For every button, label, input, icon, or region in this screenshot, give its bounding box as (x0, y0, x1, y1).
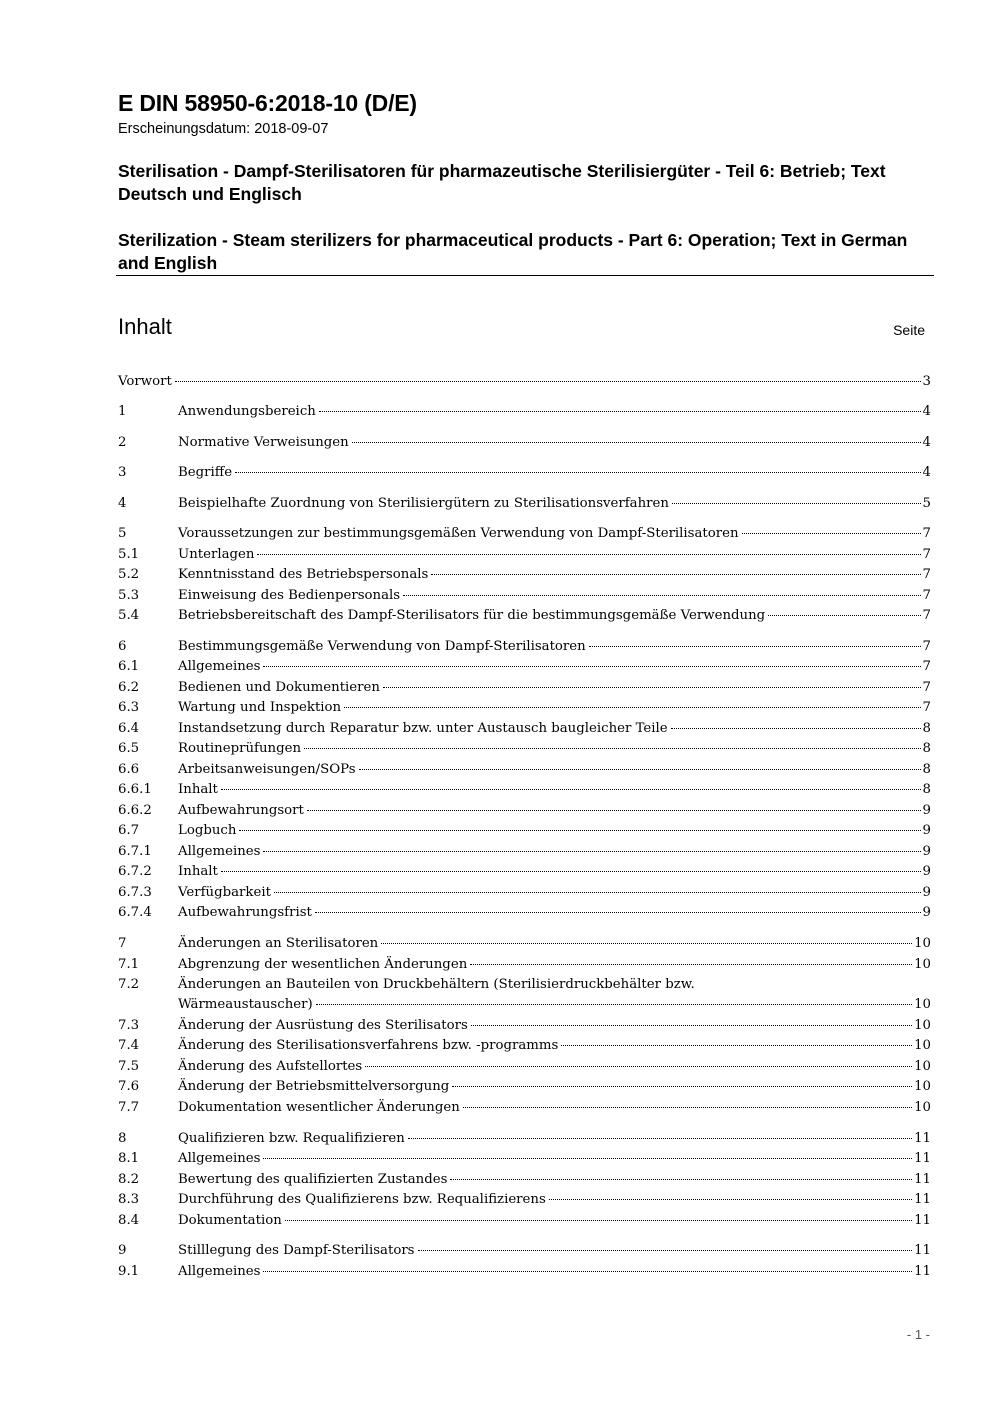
toc-entry-number: 6.7.4 (118, 905, 152, 920)
toc-entry-page: 11 (914, 1264, 931, 1279)
toc-dot-leader (383, 687, 921, 688)
toc-dot-leader (589, 646, 921, 647)
toc-entry-number: 6.6.1 (118, 782, 152, 797)
toc-entry-title: Bewertung des qualifizierten Zustandes (178, 1172, 448, 1187)
toc-dot-leader (235, 472, 920, 473)
toc-entry-title: Allgemeines (178, 1264, 261, 1279)
toc-entry-title: Instandsetzung durch Reparatur bzw. unter Austausch baugleicher Teile (178, 721, 668, 736)
toc-entry-number: 6.5 (118, 741, 140, 756)
toc-entry-number: 6.2 (118, 680, 140, 695)
toc-entry-title: Kenntnisstand des Betriebspersonals (178, 567, 429, 582)
toc-entry-title: Bestimmungsgemäße Verwendung von Dampf-Sterilisatoren (178, 639, 586, 654)
toc-entry-page: 7 (922, 639, 931, 654)
toc-entry[interactable] (118, 903, 931, 923)
title-english: Sterilization - Steam sterilizers for pharmaceutical products - Part 6: Operation; Text in German and English (118, 230, 908, 273)
toc-entry[interactable] (118, 565, 931, 585)
toc-entry-number: 8.3 (118, 1192, 140, 1207)
toc-entry-number: 1 (118, 404, 127, 419)
contents-heading: Inhalt (118, 314, 172, 339)
toc-entry-page: 10 (914, 1059, 931, 1074)
toc-entry-title: Änderung der Ausrüstung des Sterilisators (178, 1018, 468, 1033)
toc-dot-leader (257, 554, 920, 555)
toc-entry-page: 8 (922, 782, 931, 797)
toc-entry-number: 5.4 (118, 608, 140, 623)
toc-entry-page: 9 (922, 823, 931, 838)
toc-entry-page: 7 (922, 680, 931, 695)
toc-entry-title-continued: Wärmeaustauscher) (178, 997, 313, 1012)
toc-entry-page: 10 (914, 1100, 931, 1115)
page-column-label: Seite (893, 322, 925, 338)
toc-entry-number: 9 (118, 1243, 127, 1258)
toc-entry-title: Wartung und Inspektion (178, 700, 342, 715)
toc-entry-title: Dokumentation (178, 1213, 282, 1228)
toc-entry-number: 7.2 (118, 977, 140, 992)
toc-entry-title: Änderung der Betriebsmittelversorgung (178, 1079, 450, 1094)
toc-dot-leader (418, 1250, 913, 1251)
toc-entry[interactable] (118, 606, 931, 626)
toc-entry[interactable] (118, 1098, 931, 1118)
toc-dot-leader (671, 728, 921, 729)
toc-entry[interactable] (118, 433, 931, 453)
toc-entry-title: Allgemeines (178, 844, 261, 859)
toc-entry-number: 5.1 (118, 547, 140, 562)
toc-entry-title: Unterlagen (178, 547, 255, 562)
toc-entry[interactable] (118, 1211, 931, 1231)
toc-entry-title: Allgemeines (178, 659, 261, 674)
toc-entry[interactable] (118, 1057, 931, 1077)
toc-entry[interactable] (118, 1016, 931, 1036)
toc-dot-leader (285, 1220, 912, 1221)
toc-entry-number: 7.5 (118, 1059, 140, 1074)
toc-entry-page: 7 (922, 659, 931, 674)
toc-dot-leader (408, 1138, 912, 1139)
toc-dot-leader (431, 574, 920, 575)
toc-entry-page: 9 (922, 885, 931, 900)
toc-entry[interactable] (118, 1129, 931, 1149)
toc-entry-page: 7 (922, 526, 931, 541)
toc-dot-leader (263, 1271, 912, 1272)
toc-entry-page: 8 (922, 762, 931, 777)
toc-entry-page: 4 (922, 465, 931, 480)
toc-dot-leader (549, 1199, 912, 1200)
toc-entry-page: 10 (914, 1038, 931, 1053)
toc-entry-number: 7.6 (118, 1079, 140, 1094)
toc-entry-number: 8.4 (118, 1213, 140, 1228)
toc-entry-number: 7 (118, 936, 127, 951)
toc-entry-page: 4 (922, 435, 931, 450)
toc-entry[interactable] (118, 883, 931, 903)
toc-dot-leader (315, 912, 921, 913)
toc-entry[interactable] (118, 780, 931, 800)
toc-dot-leader (307, 810, 921, 811)
toc-entry-title: Stilllegung des Dampf-Sterilisators (178, 1243, 415, 1258)
toc-entry-number: 6 (118, 639, 127, 654)
publication-date: Erscheinungsdatum: 2018-09-07 (118, 121, 329, 137)
toc-entry-title: Durchführung des Qualifizierens bzw. Requalifizierens (178, 1192, 546, 1207)
toc-entry-page: 10 (914, 1018, 931, 1033)
toc-entry-title: Arbeitsanweisungen/SOPs (178, 762, 356, 777)
toc-entry-number: 6.3 (118, 700, 140, 715)
toc-entry-number: 7.4 (118, 1038, 140, 1053)
toc-dot-leader (274, 892, 921, 893)
toc-entry[interactable] (118, 545, 931, 565)
toc-entry-page: 9 (922, 864, 931, 879)
toc-entry[interactable] (118, 739, 931, 759)
toc-entry-title: Logbuch (178, 823, 237, 838)
toc-dot-leader (672, 503, 921, 504)
toc-entry-title: Abgrenzung der wesentlichen Änderungen (178, 957, 468, 972)
toc-dot-leader (344, 707, 920, 708)
toc-entry-title: Aufbewahrungsfrist (178, 905, 312, 920)
toc-entry-number: 6.6 (118, 762, 140, 777)
toc-entry-title: Inhalt (178, 782, 218, 797)
toc-entry-page: 10 (914, 997, 931, 1012)
toc-entry-number: 8 (118, 1131, 127, 1146)
toc-entry[interactable] (118, 862, 931, 882)
title-divider (116, 275, 934, 276)
toc-entry[interactable] (118, 955, 931, 975)
toc-entry-title: Anwendungsbereich (178, 404, 316, 419)
toc-entry-page: 8 (922, 741, 931, 756)
toc-dot-leader (742, 533, 921, 534)
toc-entry-page: 5 (922, 496, 931, 511)
toc-entry-page: 9 (922, 803, 931, 818)
toc-entry-number: 6.6.2 (118, 803, 152, 818)
toc-entry-title: Verfügbarkeit (178, 885, 271, 900)
document-id: E DIN 58950-6:2018-10 (D/E) (118, 90, 417, 116)
toc-entry-number: 9.1 (118, 1264, 140, 1279)
toc-dot-leader (450, 1179, 912, 1180)
toc-entry[interactable] (118, 1077, 931, 1097)
toc-entry-page: 10 (914, 1079, 931, 1094)
toc-entry-title: Routineprüfungen (178, 741, 302, 756)
toc-entry[interactable] (118, 760, 931, 780)
title-german: Sterilisation - Dampf-Sterilisatoren für pharmazeutische Sterilisiergüter - Teil 6: Betrieb; Text Deutsch und Englisch (118, 161, 886, 204)
toc-dot-leader (561, 1045, 912, 1046)
toc-entry[interactable] (118, 801, 931, 821)
toc-entry-title: Änderung des Aufstellortes (178, 1059, 363, 1074)
toc-entry-title: Inhalt (178, 864, 218, 879)
toc-entry-title: Dokumentation wesentlicher Änderungen (178, 1100, 460, 1115)
toc-entry-title: Änderungen an Bauteilen von Druckbehältern (Sterilisierdruckbehälter bzw. (178, 977, 695, 992)
toc-entry-page: 11 (914, 1151, 931, 1166)
toc-entry-title: Änderung des Sterilisationsverfahrens bzw. -programms (178, 1038, 559, 1053)
toc-entry-number: 6.7.3 (118, 885, 152, 900)
toc-entry-number: 6.4 (118, 721, 140, 736)
toc-entry-number: 4 (118, 496, 127, 511)
toc-dot-leader (471, 1025, 912, 1026)
toc-entry-number: 2 (118, 435, 127, 450)
toc-entry-title: Bedienen und Dokumentieren (178, 680, 380, 695)
toc-entry-number: 6.7.1 (118, 844, 152, 859)
toc-entry-number: 6.7.2 (118, 864, 152, 879)
toc-dot-leader (352, 442, 921, 443)
toc-entry-page: 7 (922, 700, 931, 715)
toc-entry[interactable] (118, 402, 931, 422)
toc-entry-page: 4 (922, 404, 931, 419)
toc-entry-title: Aufbewahrungsort (178, 803, 304, 818)
toc-entry-title: Normative Verweisungen (178, 435, 349, 450)
toc-entry-title: Qualifizieren bzw. Requalifizieren (178, 1131, 405, 1146)
toc-dot-leader (316, 1004, 912, 1005)
toc-entry-number: 8.2 (118, 1172, 140, 1187)
toc-entry[interactable] (118, 637, 931, 657)
toc-entry[interactable] (118, 1190, 931, 1210)
page-number: - 1 - (906, 1327, 930, 1342)
toc-entry[interactable] (118, 842, 931, 862)
toc-entry-title: Beispielhafte Zuordnung von Sterilisiergütern zu Sterilisationsverfahren (178, 496, 669, 511)
toc-entry-title: Allgemeines (178, 1151, 261, 1166)
toc-entry-number: 7.7 (118, 1100, 140, 1115)
toc-entry[interactable] (118, 975, 931, 995)
toc-entry-page: 9 (922, 844, 931, 859)
toc-dot-leader (463, 1107, 912, 1108)
toc-entry-title: Begriffe (178, 465, 233, 480)
toc-entry-page: 9 (922, 905, 931, 920)
toc-dot-leader (175, 381, 921, 382)
toc-dot-leader (403, 595, 920, 596)
toc-entry-page: 7 (922, 588, 931, 603)
toc-entry-number: 8.1 (118, 1151, 140, 1166)
toc-entry-page: 11 (914, 1243, 931, 1258)
toc-dot-leader (359, 769, 921, 770)
toc-entry-title: Voraussetzungen zur bestimmungsgemäßen Verwendung von Dampf-Sterilisatoren (178, 526, 739, 541)
toc-entry[interactable] (118, 1262, 931, 1282)
toc-entry-page: 11 (914, 1131, 931, 1146)
toc-entry[interactable] (118, 1170, 931, 1190)
toc-entry-page: 10 (914, 957, 931, 972)
toc-dot-leader (263, 1158, 912, 1159)
toc-dot-leader (263, 851, 920, 852)
toc-entry-number: 6.1 (118, 659, 140, 674)
toc-entry-number: 5 (118, 526, 127, 541)
toc-entry-continuation[interactable] (118, 995, 931, 1015)
toc-dot-leader (470, 964, 912, 965)
toc-entry-number: 7.3 (118, 1018, 140, 1033)
toc-entry-number: 3 (118, 465, 127, 480)
toc-entry-title: Einweisung des Bedienpersonals (178, 588, 401, 603)
toc-entry-page: 7 (922, 547, 931, 562)
toc-entry-title: Vorwort (118, 374, 172, 389)
toc-entry-title: Betriebsbereitschaft des Dampf-Sterilisators für die bestimmungsgemäße Verwendung (178, 608, 766, 623)
toc-dot-leader (452, 1086, 912, 1087)
toc-dot-leader (768, 615, 920, 616)
toc-entry[interactable] (118, 934, 931, 954)
toc-entry[interactable] (118, 821, 931, 841)
toc-dot-leader (381, 943, 912, 944)
toc-dot-leader (319, 411, 921, 412)
toc-entry-page: 7 (922, 567, 931, 582)
toc-entry[interactable] (118, 586, 931, 606)
toc-entry[interactable] (118, 698, 931, 718)
toc-dot-leader (221, 871, 921, 872)
toc-entry-page: 11 (914, 1172, 931, 1187)
toc-entry-page: 3 (922, 374, 931, 389)
toc-entry[interactable] (118, 678, 931, 698)
toc-dot-leader (221, 789, 921, 790)
toc-dot-leader (239, 830, 920, 831)
toc-entry[interactable] (118, 719, 931, 739)
toc-entry-page: 11 (914, 1213, 931, 1228)
toc-entry[interactable] (118, 494, 931, 514)
toc-dot-leader (365, 1066, 912, 1067)
toc-entry[interactable] (118, 1036, 931, 1056)
toc-dot-leader (304, 748, 920, 749)
toc-dot-leader (263, 666, 920, 667)
toc-entry-page: 11 (914, 1192, 931, 1207)
toc-entry-number: 5.2 (118, 567, 140, 582)
toc-entry-page: 7 (922, 608, 931, 623)
toc-entry-page: 10 (914, 936, 931, 951)
toc-entry-page: 8 (922, 721, 931, 736)
toc-entry-number: 7.1 (118, 957, 140, 972)
toc-entry[interactable] (118, 1149, 931, 1169)
toc-entry-number: 6.7 (118, 823, 140, 838)
toc-entry[interactable] (118, 524, 931, 544)
toc-entry-number: 5.3 (118, 588, 140, 603)
toc-entry[interactable] (118, 1241, 931, 1261)
toc-entry[interactable] (118, 372, 931, 392)
toc-entry-title: Änderungen an Sterilisatoren (178, 936, 379, 951)
toc-entry[interactable] (118, 463, 931, 483)
toc-entry[interactable] (118, 657, 931, 677)
